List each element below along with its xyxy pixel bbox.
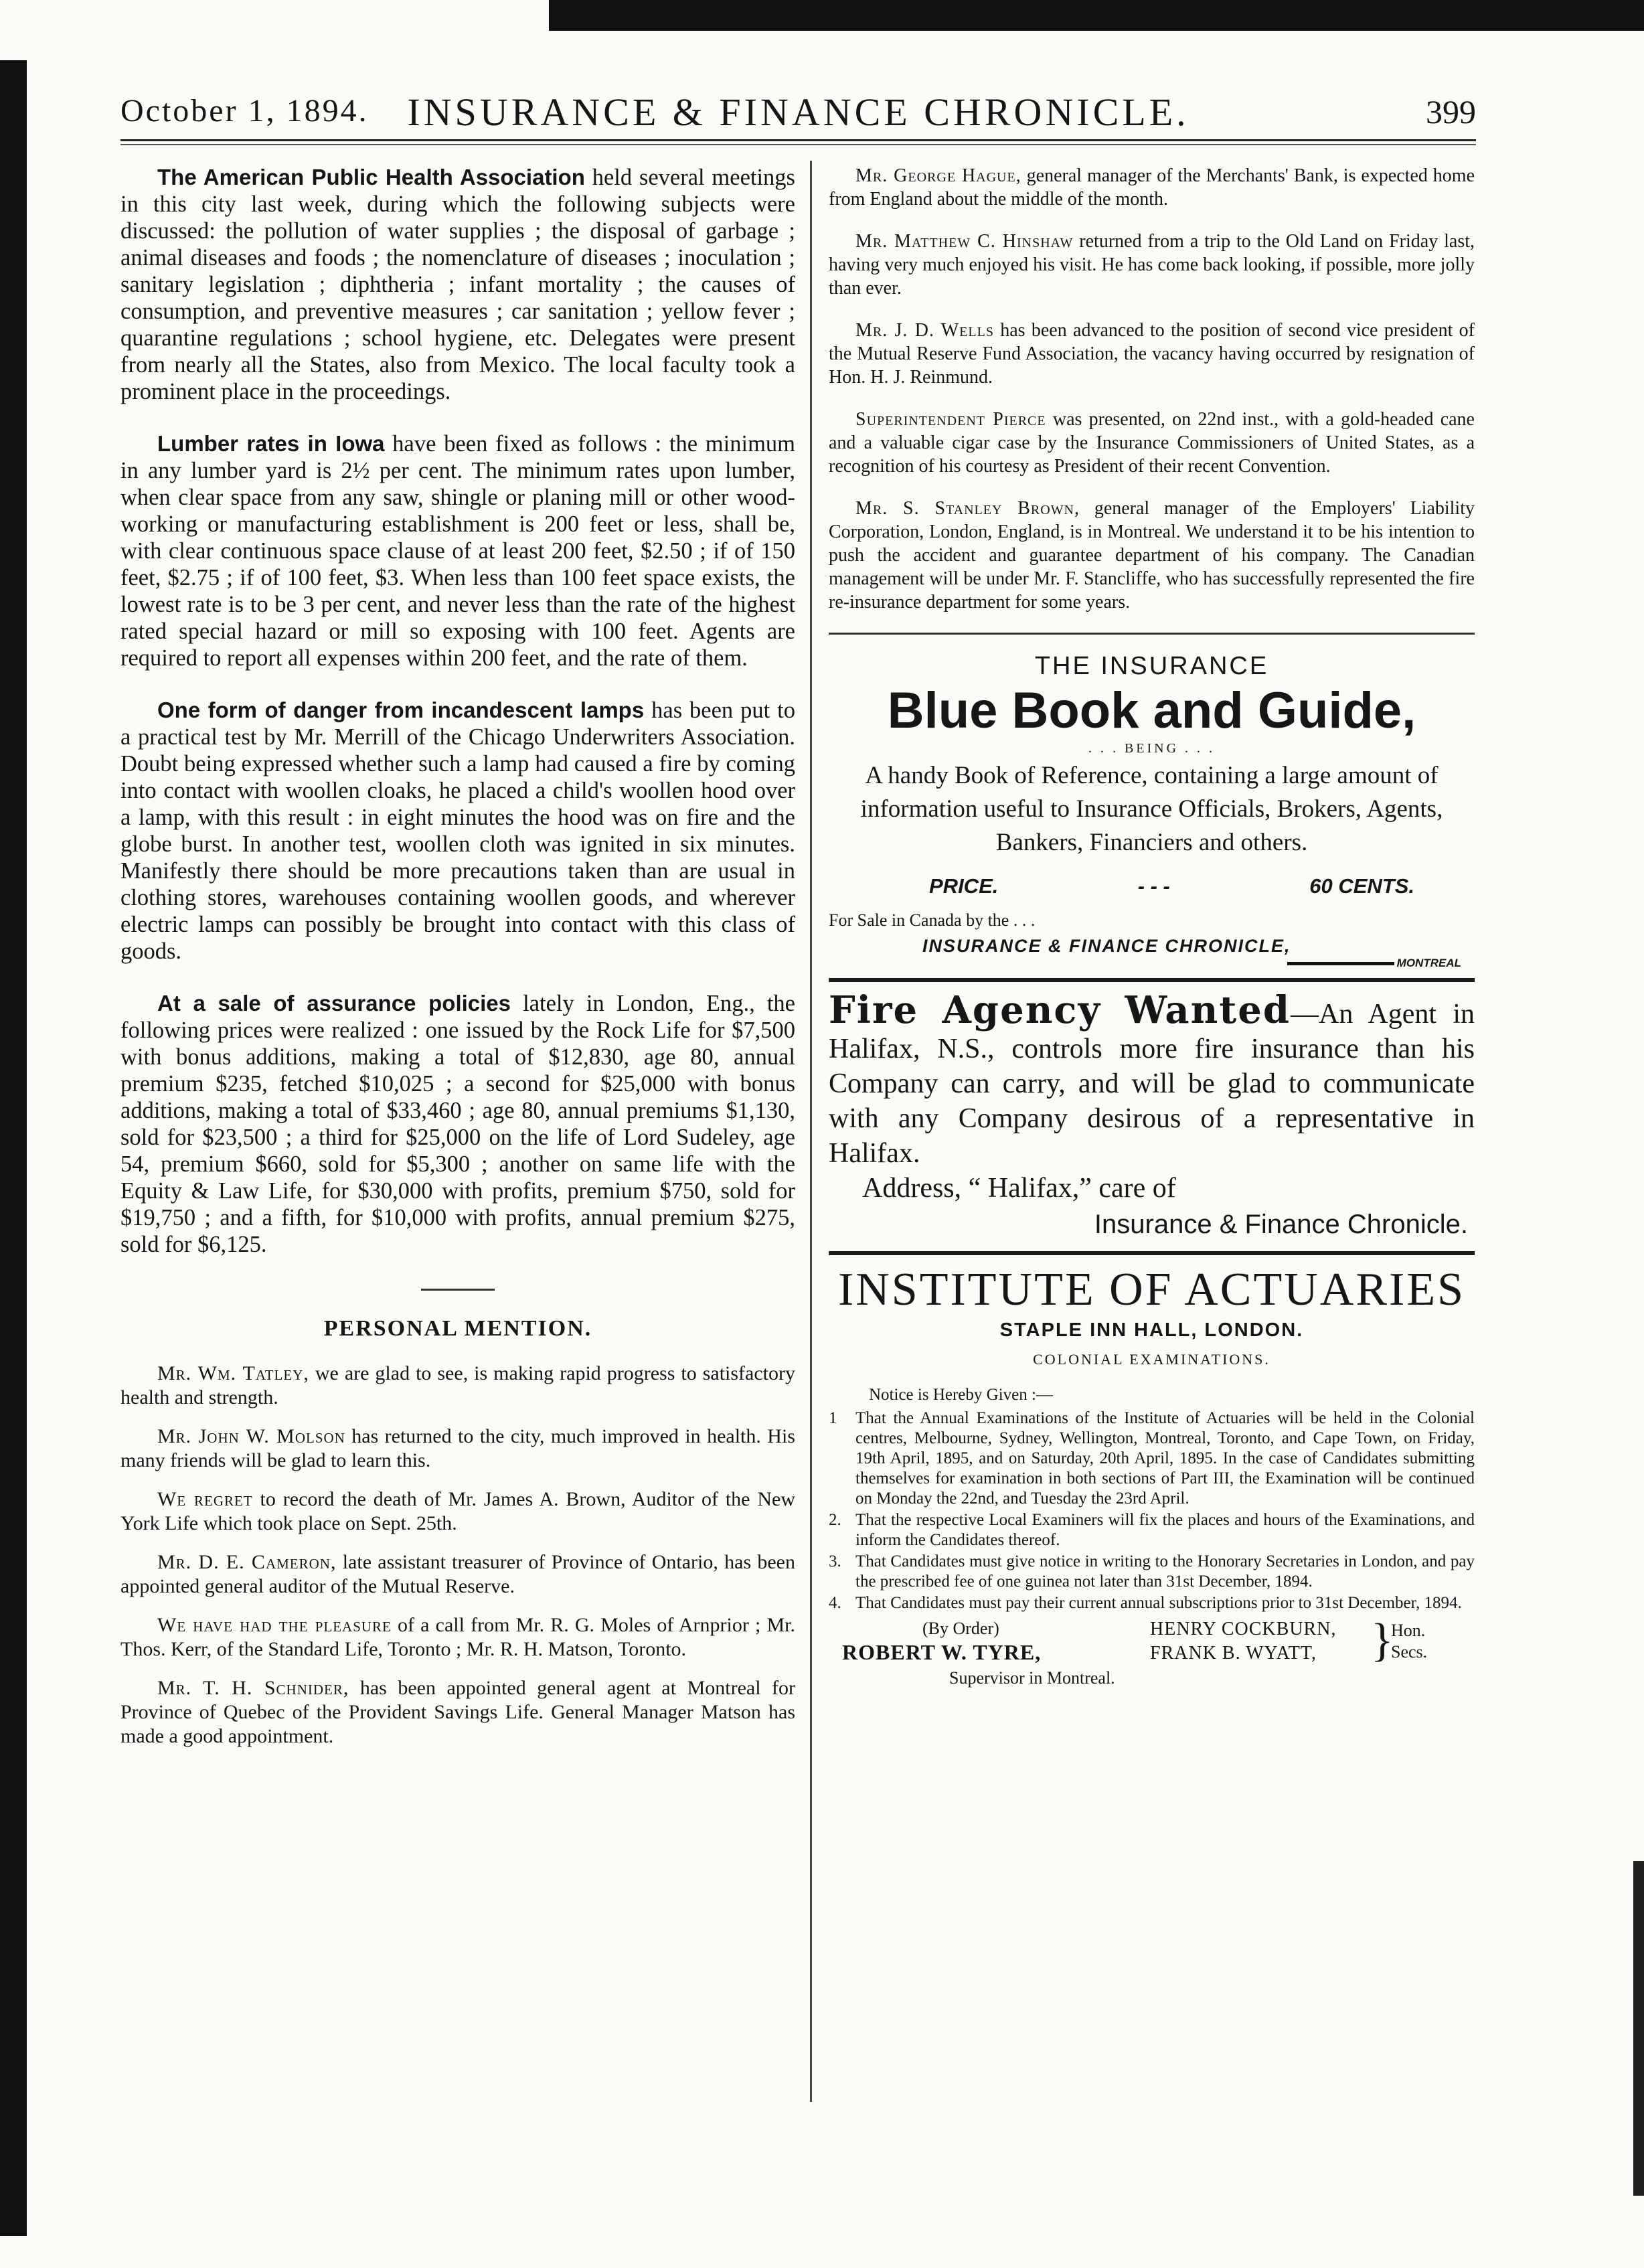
brace-icon: } — [1371, 1615, 1394, 1666]
personal-item — [829, 408, 1475, 478]
article-lead: At a sale of assurance policies — [157, 991, 511, 1016]
list-item — [829, 1593, 1475, 1613]
personal-text: general manager of the Employers' Liability Corporation, London, England, is in Montreal. We understand it to be his intention to push the accident and guarantee department of his company. The Canadian management will be under Mr. F. Stancliffe, who has successfully represented the fire re-insurance department for some years. — [829, 498, 1475, 613]
blue-book-city — [829, 957, 1461, 970]
fire-agency-text — [829, 988, 1475, 1171]
personal-mention-heading: PERSONAL MENTION. — [323, 1316, 592, 1341]
actuaries-signatures — [829, 1615, 1475, 1694]
item-text: That Candidates must pay their current annual subscriptions prior to 31st December, 1894. — [855, 1594, 1462, 1612]
blue-book-being: . . . BEING . . . — [1088, 741, 1216, 756]
article-health-association — [120, 164, 795, 405]
section-rule — [421, 1289, 495, 1291]
personal-item — [120, 1362, 795, 1410]
article-incandescent-lamps — [120, 697, 795, 965]
personal-item — [120, 1676, 795, 1749]
item-number: 1 — [829, 1409, 837, 1427]
personal-item — [829, 164, 1475, 211]
fire-agency-heading: Fire Agency Wanted — [829, 988, 1291, 1032]
left-column — [120, 164, 795, 1763]
price-value: 60 CENTS. — [1309, 874, 1414, 898]
personal-text: to record the death of Mr. James A. Brown, Auditor of the New York Life which took place on Sept. 25th. — [120, 1488, 795, 1534]
secretary-name: FRANK B. WYATT, — [1150, 1643, 1317, 1664]
scan-left-bar — [0, 60, 27, 2236]
personal-text: of a call from Mr. R. G. Moles of Arnprior ; Mr. Thos. Kerr, of the Standard Life, Toronto ; Mr. R. H. Matson, Toronto. — [120, 1614, 795, 1660]
actuaries-notice — [829, 1263, 1475, 1694]
fire-agency-address: Address, “ Halifax,” care of — [862, 1173, 1176, 1204]
supervisor-name: ROBERT W. TYRE, — [842, 1640, 1042, 1664]
personal-name: Mr. John W. Molson — [157, 1425, 345, 1447]
personal-name: We have had the pleasure — [157, 1614, 392, 1636]
item-text: That the respective Local Examiners will fix the places and hours of the Examinations, and inform the Candidates thereof. — [855, 1511, 1475, 1549]
article-text: lately in London, Eng., the following prices were realized : one issued by the Rock Life for $7,500 with bonus additions, making a total of $12,830, age 80, annual premium $235, fetched $10,025 ; a second for $25,000 with bonus additions, making a total of $33,460 ; age 80, annual premiums $1,130, sold for $23,500 ; a third for $25,000 on the life of Lord Sudeley, age 54, premium $660, sold for $5,300 ; another on same life with the Equity & Law Life, for $30,000 with profits, premium $750, sold for $19,750 ; and a fifth, for $10,000 with profits, annual premium $275, sold for $6,125. — [120, 991, 795, 1257]
personal-name: We regret — [157, 1488, 253, 1510]
article-text: has been put to a practical test by Mr. Merrill of the Chicago Underwriters Association. Doubt being expressed whether such a lamp had caused a fire by coming into contact with woollen cloaks, he placed a child's woollen hood over a lamp, with this result : in eight minutes the hood was on fire and the globe burst. In another test, woollen cloth was ignited in six minutes. Manifestly there should be more precautions taken than are usual in clothing stores, warehouses containing woollen goods, and wherever electric lamps can possibly be brought into contact with this class of goods. — [120, 698, 795, 964]
item-text: That Candidates must give notice in writing to the Honorary Secretaries in London, and pay the prescribed fee of one guinea not later than 31st December, 1894. — [855, 1552, 1475, 1591]
price-label: PRICE. — [929, 874, 999, 898]
header-rule — [120, 139, 1476, 145]
blue-book-publisher: INSURANCE & FINANCE CHRONICLE, — [922, 936, 1291, 956]
supervisor-title: Supervisor in Montreal. — [949, 1668, 1115, 1688]
ad-divider-rule — [829, 633, 1475, 635]
personal-name: Mr. J. D. Wells — [855, 320, 994, 341]
issue-date: October 1, 1894. — [120, 93, 369, 129]
personal-text: has been advanced to the position of second vice president of the Mutual Reserve Fund Association, the vacancy having occurred by resignation of Hon. H. J. Reinmund. — [829, 320, 1475, 388]
article-lead: One form of danger from incandescent lamps — [157, 698, 645, 722]
hon-label: Hon. — [1391, 1621, 1426, 1640]
column-divider — [810, 161, 812, 2102]
personal-text: has returned to the city, much improved in health. His many friends will be glad to learn this. — [120, 1425, 795, 1471]
fire-agency-body: —An Agent in Halifax, N.S., controls more fire insurance than his Company can carry, and will be glad to communicate with any Company desirous of a representative in Halifax. — [829, 999, 1475, 1169]
personal-text: late assistant treasurer of Province of Ontario, has been appointed general auditor of the Mutual Reserve. — [120, 1551, 795, 1597]
actuaries-exam-heading: COLONIAL EXAMINATIONS. — [1033, 1351, 1270, 1368]
personal-item — [120, 1487, 795, 1536]
blue-book-title: Blue Book and Guide, — [887, 682, 1416, 739]
article-text: held several meetings in this city last week, during which the following subjects were discussed: the pollution of water supplies ; the disposal of garbage ; animal diseases and foods ; the nomenclature of diseases ; inoculation ; sanitary legislation ; diphtheria ; infant mortality ; the causes of consumption, and preventive measures ; car sanitation ; yellow fever ; quarantine regulations ; school hygiene, etc. Delegates were present from nearly all the States, also from Mexico. The local faculty took a prominent place in the proceedings. — [120, 165, 795, 404]
city-name: MONTREAL — [1396, 957, 1461, 969]
personal-item — [120, 1550, 795, 1599]
blue-book-description: A handy Book of Reference, containing a large amount of information useful to Insurance Officials, Brokers, Agents, Bankers, Financiers and others. — [860, 762, 1443, 856]
personal-item — [120, 1425, 795, 1473]
secs-label: Secs. — [1391, 1642, 1428, 1662]
article-lead: The American Public Health Association — [157, 165, 585, 189]
article-policy-sale — [120, 990, 795, 1258]
actuaries-items — [829, 1408, 1475, 1613]
list-item — [829, 1510, 1475, 1550]
actuaries-subtitle: STAPLE INN HALL, LONDON. — [999, 1319, 1304, 1341]
personal-text: returned from a trip to the Old Land on Friday last, having very much enjoyed his visit. He has come back looking, if possible, more jolly than ever. — [829, 231, 1475, 299]
personal-item — [829, 497, 1475, 614]
item-number: 3. — [829, 1552, 841, 1570]
fire-agency-advertisement — [829, 988, 1475, 1243]
item-text: That the Annual Examinations of the Institute of Actuaries will be held in the Colonial centres, Melbourne, Sydney, Wellington, Montreal, Toronto, and Cape Town, on Friday, 19th April, 1895, and on Saturday, 20th April, 1895. In the case of Candidates submitting themselves for examination in both sections of Part III, the Examination will be continued on Monday the 22nd, and Tuesday the 23rd April. — [855, 1409, 1475, 1508]
price-dashes: - - - — [1137, 874, 1170, 898]
list-item — [829, 1552, 1475, 1592]
blue-book-kicker: THE INSURANCE — [1034, 652, 1269, 680]
personal-item — [829, 319, 1475, 389]
personal-name: Mr. Wm. Tatley, — [157, 1362, 309, 1384]
personal-name: Mr. S. Stanley Brown, — [855, 498, 1080, 519]
item-number: 2. — [829, 1511, 841, 1529]
blue-book-sale-line: For Sale in Canada by the . . . — [829, 910, 1036, 930]
right-column — [829, 164, 1475, 1694]
page-header — [120, 79, 1476, 146]
personal-item — [120, 1613, 795, 1662]
personal-name: Mr. George Hague, — [855, 165, 1021, 186]
secretary-name: HENRY COCKBURN, — [1150, 1619, 1337, 1639]
secretaries-title — [1391, 1620, 1427, 1663]
personal-name: Mr. T. H. Schnider, — [157, 1677, 349, 1699]
fire-agency-signature: Insurance & Finance Chronicle. — [1094, 1210, 1468, 1239]
article-lumber-rates — [120, 430, 795, 671]
personal-text: general manager of the Merchants' Bank, is expected home from England about the middle of the month. — [829, 165, 1475, 210]
personal-name: Superintendent Pierce — [855, 409, 1046, 430]
by-order: (By Order) — [922, 1619, 999, 1638]
actuaries-title: INSTITUTE OF ACTUARIES — [837, 1264, 1466, 1315]
personal-name: Mr. D. E. Cameron, — [157, 1551, 337, 1573]
page-number: 399 — [1426, 93, 1476, 131]
city-rule — [1287, 962, 1394, 965]
article-lead: Lumber rates in Iowa — [157, 431, 385, 456]
personal-text: we are glad to see, is making rapid progress to satisfactory health and strength. — [120, 1362, 795, 1408]
blue-book-price — [829, 874, 1475, 898]
personal-name: Mr. Matthew C. Hinshaw — [855, 231, 1074, 252]
blue-book-advertisement — [829, 652, 1475, 970]
journal-title: INSURANCE & FINANCE CHRONICLE. — [407, 90, 1189, 134]
list-item — [829, 1408, 1475, 1509]
ad-divider-rule — [829, 978, 1475, 982]
article-text: have been fixed as follows : the minimum in any lumber yard is 2½ per cent. The minimum rates upon lumber, when clear space from any saw, shingle or planing mill or other wood-working or manufacturing establishment is 200 feet or less, shall be, with clear continuous space clause of at least 200 feet, $2.50 ; if of 150 feet, $2.75 ; if of 100 feet, $3. When less than 100 feet space exists, the lowest rate is to be 3 per cent, and never less than the rate of the highest rated special hazard or mill so exposing with 100 feet. Agents are required to report all expenses within 200 feet, and the rate of them. — [120, 431, 795, 671]
ad-divider-rule — [829, 1251, 1475, 1255]
actuaries-notice-intro: Notice is Hereby Given :— — [869, 1386, 1053, 1404]
personal-item — [829, 230, 1475, 300]
scan-top-bar — [549, 0, 1644, 31]
personal-text: was presented, on 22nd inst., with a gold-headed cane and a valuable cigar case by the Insurance Commissioners of United States, as a recognition of his courtesy as President of their recent Convention. — [829, 409, 1475, 477]
personal-text: has been appointed general agent at Montreal for Province of Quebec of the Provident Savings Life. General Manager Matson has made a good appointment. — [120, 1677, 795, 1747]
item-number: 4. — [829, 1594, 841, 1612]
scan-right-edge — [1633, 1861, 1644, 2196]
